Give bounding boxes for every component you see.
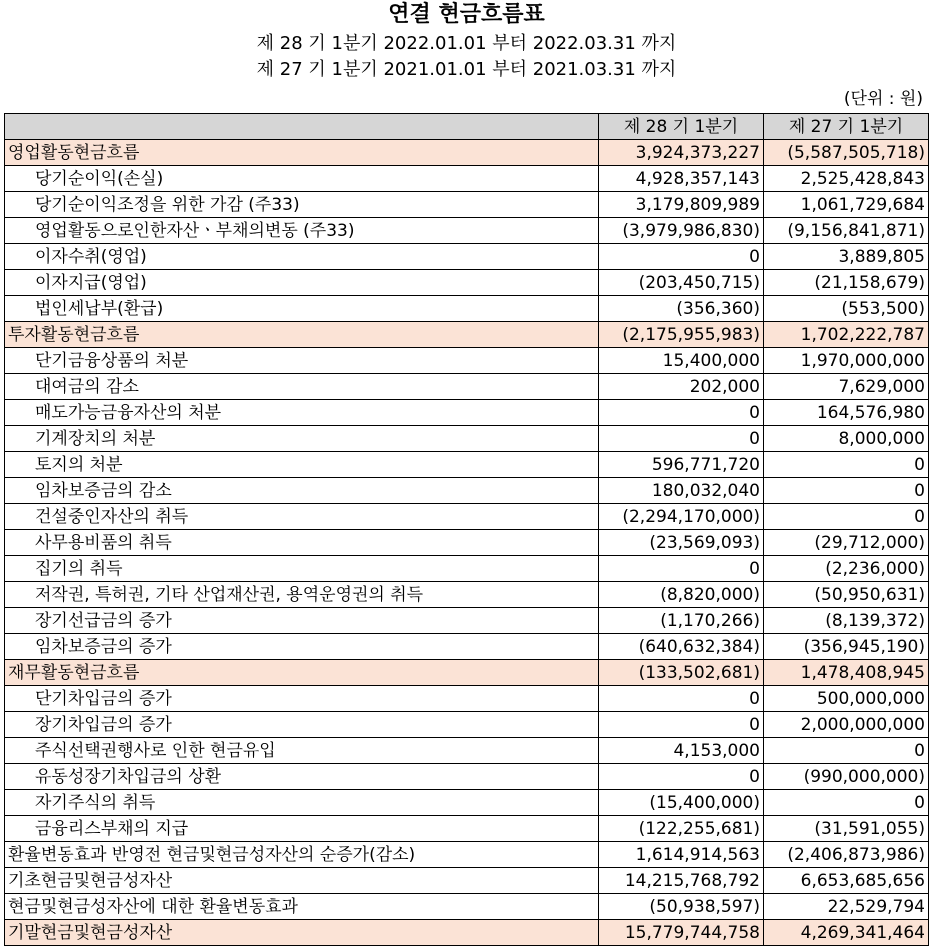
row-previous-value: (2,236,000) bbox=[764, 556, 929, 582]
table-body bbox=[5, 140, 929, 946]
row-label: 건설중인자산의 취득 bbox=[5, 504, 599, 530]
row-previous-value: (29,712,000) bbox=[764, 530, 929, 556]
row-current-value: 202,000 bbox=[599, 374, 764, 400]
row-label: 영업활동현금흐름 bbox=[5, 140, 599, 166]
table-row bbox=[5, 764, 929, 790]
table-row bbox=[5, 920, 929, 946]
row-current-value: 596,771,720 bbox=[599, 452, 764, 478]
row-label: 토지의 처분 bbox=[5, 452, 599, 478]
row-previous-value: (50,950,631) bbox=[764, 582, 929, 608]
table-row bbox=[5, 270, 929, 296]
row-label: 매도가능금융자산의 처분 bbox=[5, 400, 599, 426]
row-current-value: (23,569,093) bbox=[599, 530, 764, 556]
row-current-value: (1,170,266) bbox=[599, 608, 764, 634]
header-label bbox=[5, 114, 599, 140]
table-row bbox=[5, 738, 929, 764]
table-row bbox=[5, 348, 929, 374]
unit-label: (단위 : 원) bbox=[843, 89, 923, 109]
table-row bbox=[5, 322, 929, 348]
table-row bbox=[5, 530, 929, 556]
row-label: 자기주식의 취득 bbox=[5, 790, 599, 816]
row-previous-value: (553,500) bbox=[764, 296, 929, 322]
table-header-row bbox=[5, 114, 929, 140]
row-previous-value: 0 bbox=[764, 504, 929, 530]
row-label: 당기순이익(손실) bbox=[5, 166, 599, 192]
table-row bbox=[5, 504, 929, 530]
row-previous-value: 6,653,685,656 bbox=[764, 868, 929, 894]
row-previous-value: 0 bbox=[764, 478, 929, 504]
header-previous-period: 제 27 기 1분기 bbox=[764, 114, 929, 140]
row-current-value: (8,820,000) bbox=[599, 582, 764, 608]
table-row bbox=[5, 556, 929, 582]
row-current-value: 15,779,744,758 bbox=[599, 920, 764, 946]
row-current-value: 3,179,809,989 bbox=[599, 192, 764, 218]
table-row bbox=[5, 166, 929, 192]
table-row bbox=[5, 868, 929, 894]
row-label: 집기의 취득 bbox=[5, 556, 599, 582]
row-current-value: 14,215,768,792 bbox=[599, 868, 764, 894]
row-previous-value: 1,970,000,000 bbox=[764, 348, 929, 374]
row-current-value: (356,360) bbox=[599, 296, 764, 322]
row-previous-value: 164,576,980 bbox=[764, 400, 929, 426]
row-current-value: 180,032,040 bbox=[599, 478, 764, 504]
row-current-value: (640,632,384) bbox=[599, 634, 764, 660]
row-label: 임차보증금의 감소 bbox=[5, 478, 599, 504]
table-row bbox=[5, 400, 929, 426]
row-previous-value: (21,158,679) bbox=[764, 270, 929, 296]
period-current: 제 28 기 1분기 2022.01.01 부터 2022.03.31 까지 bbox=[256, 33, 677, 54]
row-current-value: 0 bbox=[599, 556, 764, 582]
row-label: 당기순이익조정을 위한 가감 (주33) bbox=[5, 192, 599, 218]
row-previous-value: 0 bbox=[764, 738, 929, 764]
row-previous-value: (2,406,873,986) bbox=[764, 842, 929, 868]
row-previous-value: 3,889,805 bbox=[764, 244, 929, 270]
row-previous-value: 500,000,000 bbox=[764, 686, 929, 712]
row-current-value: (122,255,681) bbox=[599, 816, 764, 842]
row-previous-value: 0 bbox=[764, 790, 929, 816]
period-previous: 제 27 기 1분기 2021.01.01 부터 2021.03.31 까지 bbox=[256, 59, 677, 80]
row-current-value: 0 bbox=[599, 426, 764, 452]
row-previous-value: (31,591,055) bbox=[764, 816, 929, 842]
row-label: 임차보증금의 증가 bbox=[5, 634, 599, 660]
table-row bbox=[5, 218, 929, 244]
statement-title: 연결 현금흐름표 bbox=[388, 2, 545, 27]
row-label: 주식선택권행사로 인한 현금유입 bbox=[5, 738, 599, 764]
row-current-value: (203,450,715) bbox=[599, 270, 764, 296]
table-row bbox=[5, 686, 929, 712]
table-row bbox=[5, 582, 929, 608]
row-label: 금융리스부채의 지급 bbox=[5, 816, 599, 842]
row-previous-value: 2,525,428,843 bbox=[764, 166, 929, 192]
row-label: 환율변동효과 반영전 현금및현금성자산의 순증가(감소) bbox=[5, 842, 599, 868]
row-previous-value: (356,945,190) bbox=[764, 634, 929, 660]
row-label: 기초현금및현금성자산 bbox=[5, 868, 599, 894]
table-row bbox=[5, 192, 929, 218]
row-label: 투자활동현금흐름 bbox=[5, 322, 599, 348]
table-row bbox=[5, 374, 929, 400]
row-current-value: (2,175,955,983) bbox=[599, 322, 764, 348]
row-current-value: 0 bbox=[599, 712, 764, 738]
row-label: 대여금의 감소 bbox=[5, 374, 599, 400]
row-previous-value: 1,702,222,787 bbox=[764, 322, 929, 348]
row-previous-value: 1,478,408,945 bbox=[764, 660, 929, 686]
table-row bbox=[5, 842, 929, 868]
row-current-value: 0 bbox=[599, 764, 764, 790]
row-previous-value: (8,139,372) bbox=[764, 608, 929, 634]
table-row bbox=[5, 660, 929, 686]
table-row bbox=[5, 452, 929, 478]
row-current-value: (50,938,597) bbox=[599, 894, 764, 920]
row-current-value: 0 bbox=[599, 244, 764, 270]
row-previous-value: (9,156,841,871) bbox=[764, 218, 929, 244]
row-label: 단기차입금의 증가 bbox=[5, 686, 599, 712]
row-previous-value: (990,000,000) bbox=[764, 764, 929, 790]
table-row bbox=[5, 894, 929, 920]
row-current-value: (133,502,681) bbox=[599, 660, 764, 686]
row-label: 기계장치의 처분 bbox=[5, 426, 599, 452]
table-row bbox=[5, 296, 929, 322]
row-current-value: 1,614,914,563 bbox=[599, 842, 764, 868]
row-previous-value: 7,629,000 bbox=[764, 374, 929, 400]
row-label: 현금및현금성자산에 대한 환율변동효과 bbox=[5, 894, 599, 920]
table-row bbox=[5, 790, 929, 816]
table-row bbox=[5, 478, 929, 504]
row-current-value: 15,400,000 bbox=[599, 348, 764, 374]
header-current-period: 제 28 기 1분기 bbox=[599, 114, 764, 140]
table-row bbox=[5, 816, 929, 842]
table-row bbox=[5, 608, 929, 634]
row-current-value: 0 bbox=[599, 400, 764, 426]
row-previous-value: 2,000,000,000 bbox=[764, 712, 929, 738]
row-current-value: (2,294,170,000) bbox=[599, 504, 764, 530]
row-previous-value: 4,269,341,464 bbox=[764, 920, 929, 946]
row-current-value: 3,924,373,227 bbox=[599, 140, 764, 166]
cash-flow-table bbox=[4, 113, 929, 946]
table-row bbox=[5, 712, 929, 738]
table-row bbox=[5, 244, 929, 270]
row-label: 이자수취(영업) bbox=[5, 244, 599, 270]
row-label: 재무활동현금흐름 bbox=[5, 660, 599, 686]
row-current-value: (3,979,986,830) bbox=[599, 218, 764, 244]
row-previous-value: 22,529,794 bbox=[764, 894, 929, 920]
row-label: 단기금융상품의 처분 bbox=[5, 348, 599, 374]
row-label: 장기차입금의 증가 bbox=[5, 712, 599, 738]
table-row bbox=[5, 634, 929, 660]
row-label: 영업활동으로인한자산ㆍ부채의변동 (주33) bbox=[5, 218, 599, 244]
row-current-value: (15,400,000) bbox=[599, 790, 764, 816]
row-label: 장기선급금의 증가 bbox=[5, 608, 599, 634]
row-previous-value: 8,000,000 bbox=[764, 426, 929, 452]
row-label: 법인세납부(환급) bbox=[5, 296, 599, 322]
row-label: 사무용비품의 취득 bbox=[5, 530, 599, 556]
row-label: 이자지급(영업) bbox=[5, 270, 599, 296]
row-current-value: 4,928,357,143 bbox=[599, 166, 764, 192]
row-label: 저작권, 특허권, 기타 산업재산권, 용역운영권의 취득 bbox=[5, 582, 599, 608]
table-row bbox=[5, 140, 929, 166]
row-current-value: 0 bbox=[599, 686, 764, 712]
row-previous-value: 0 bbox=[764, 452, 929, 478]
row-previous-value: 1,061,729,684 bbox=[764, 192, 929, 218]
row-label: 유동성장기차입금의 상환 bbox=[5, 764, 599, 790]
row-previous-value: (5,587,505,718) bbox=[764, 140, 929, 166]
table-row bbox=[5, 426, 929, 452]
row-current-value: 4,153,000 bbox=[599, 738, 764, 764]
row-label: 기말현금및현금성자산 bbox=[5, 920, 599, 946]
